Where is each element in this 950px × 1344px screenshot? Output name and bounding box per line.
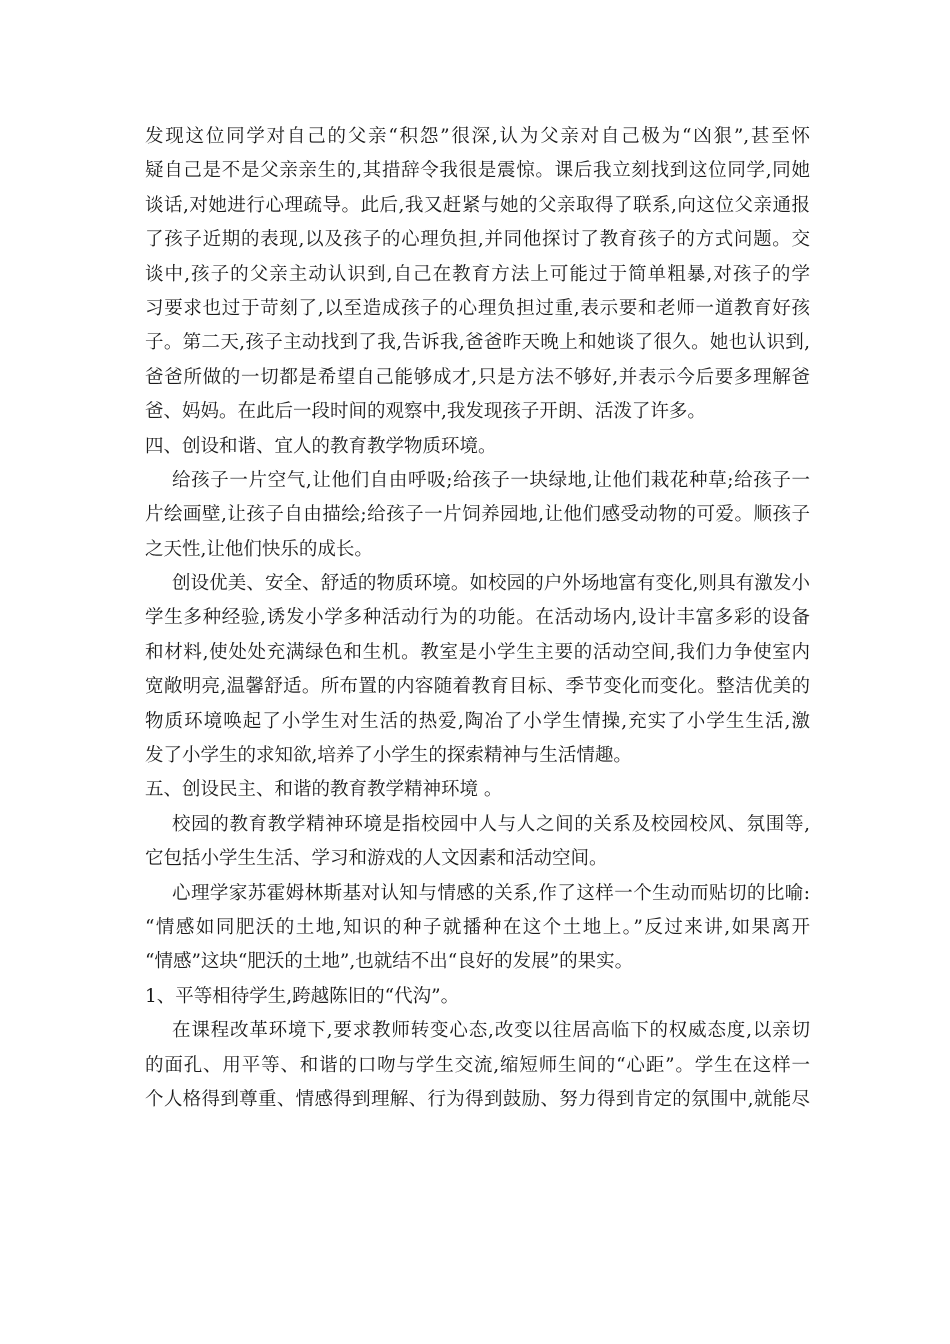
text-line: 片绘画壁,让孩子自由描绘;给孩子一片饲养园地,让他们感受动物的可爱。顺孩子 [145, 504, 810, 526]
text-line: 习要求也过于苛刻了,以至造成孩子的心理负担过重,表示要和老师一道教育好孩 [145, 297, 810, 319]
text-line: 发现这位同学对自己的父亲“积怨”很深,认为父亲对自己极为“凶狠”,甚至怀 [145, 126, 810, 147]
paragraph [145, 120, 810, 430]
text-line: 校园的教育教学精神环境是指校园中人与人之间的关系及校园校风、氛围等, [172, 813, 810, 835]
paragraph [145, 877, 810, 980]
paragraph [145, 1014, 810, 1117]
text-line: 爸爸所做的一切都是希望自己能够成才,只是方法不够好,并表示今后要多理解爸 [145, 366, 810, 388]
text-line: “情感”这块“肥沃的土地”,也就结不出“良好的发展”的果实。 [145, 951, 634, 973]
paragraph [145, 464, 810, 567]
text-line: 发了小学生的求知欲,培养了小学生的探索精神与生活情趣。 [145, 745, 632, 767]
section-heading [145, 980, 810, 1014]
text-line: 谈话,对她进行心理疏导。此后,我又赶紧与她的父亲取得了联系,向这位父亲通报 [145, 194, 810, 216]
document-body [145, 120, 810, 1117]
text-line: 心理学家苏霍姆林斯基对认知与情感的关系,作了这样一个生动而贴切的比喻: [172, 882, 810, 904]
section-heading [145, 773, 810, 807]
text-line: 在课程改革环境下,要求教师转变心态,改变以往居高临下的权威态度,以亲切 [172, 1020, 810, 1042]
text-line: 四、创设和谐、宜人的教育教学物质环境。 [145, 435, 497, 457]
text-line: 创设优美、安全、舒适的物质环境。如校园的户外场地富有变化,则具有激发小 [172, 573, 810, 595]
paragraph [145, 567, 810, 773]
text-line: 和材料,使处处充满绿色和生机。教室是小学生主要的活动空间,我们力争使室内 [145, 641, 810, 663]
text-line: “情感如同肥沃的土地,知识的种子就播种在这个土地上。”反过来讲,如果离开 [145, 916, 810, 938]
section-heading [145, 430, 810, 464]
text-line: 学生多种经验,诱发小学多种活动行为的功能。在活动场内,设计丰富多彩的设备 [145, 607, 810, 629]
text-line: 1、平等相待学生,跨越陈旧的“代沟”。 [145, 985, 460, 1007]
text-line: 物质环境唤起了小学生对生活的热爱,陶冶了小学生情操,充实了小学生生活,激 [145, 710, 810, 732]
text-line: 的面孔、用平等、和谐的口吻与学生交流,缩短师生间的“心距”。学生在这样一 [145, 1054, 810, 1076]
text-line: 它包括小学生生活、学习和游戏的人文因素和活动空间。 [145, 848, 608, 870]
text-line: 疑自己是不是父亲亲生的,其措辞令我很是震惊。课后我立刻找到这位同学,同她 [145, 160, 810, 182]
text-line: 了孩子近期的表现,以及孩子的心理负担,并同他探讨了教育孩子的方式问题。交 [145, 229, 810, 251]
text-line: 爸、妈妈。在此后一段时间的观察中,我发现孩子开朗、活泼了许多。 [145, 401, 706, 423]
text-line: 五、创设民主、和谐的教育教学精神环境 。 [145, 779, 503, 801]
text-line: 子。第二天,孩子主动找到了我,告诉我,爸爸昨天晚上和她谈了很久。她也认识到, [145, 332, 810, 354]
text-line: 之天性,让他们快乐的成长。 [145, 538, 373, 560]
text-line: 宽敞明亮,温馨舒适。所布置的内容随着教育目标、季节变化而变化。整洁优美的 [145, 676, 810, 698]
paragraph [145, 808, 810, 877]
text-line: 个人格得到尊重、情感得到理解、行为得到鼓励、努力得到肯定的氛围中,就能尽 [145, 1088, 810, 1110]
text-line: 谈中,孩子的父亲主动认识到,自己在教育方法上可能过于简单粗暴,对孩子的学 [145, 263, 810, 285]
text-line: 给孩子一片空气,让他们自由呼吸;给孩子一块绿地,让他们栽花种草;给孩子一 [172, 469, 810, 491]
